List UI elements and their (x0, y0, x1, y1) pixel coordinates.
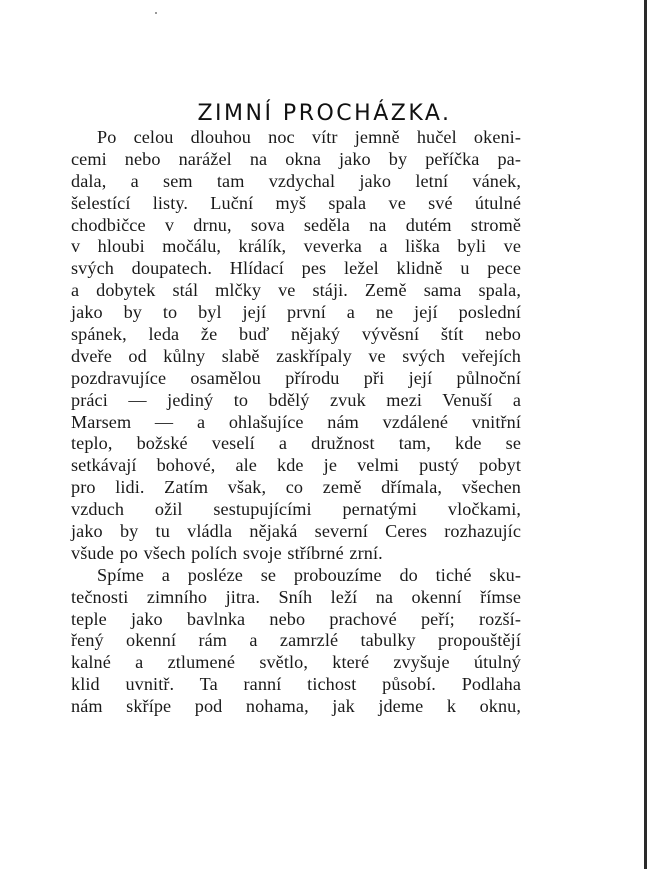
text-line-content: dveře od kůlny slabě zaskřípaly ve svých veřejích (71, 345, 521, 366)
text-line-content: teple jako bavlnka nebo prachové peří; rozší- (71, 608, 521, 629)
text-line (71, 565, 521, 587)
text-line (71, 215, 521, 237)
text-line-content: setkávají bohové, ale kde je velmi pustý pobyt (71, 455, 521, 476)
text-line (71, 302, 521, 324)
text-line-content: Marsem — a ohlašujíce nám vzdálené vnitřní (71, 411, 521, 432)
text-line (71, 346, 521, 368)
text-line-content: nám skřípe pod nohama, jak jdeme k oknu, (71, 696, 521, 717)
text-line-content: šelestící listy. Luční myš spala ve své útulné (71, 192, 521, 213)
text-line-content: svých doupatech. Hlídací pes ležel klidně u pece (71, 258, 521, 279)
text-line-content: všude po všech polích svoje stříbrné zrní. (71, 542, 383, 563)
text-line (71, 609, 521, 631)
text-line-content: pro lidi. Zatím však, co země dřímala, všechen (71, 477, 521, 498)
text-line-content: jako by tu vládla nějaká severní Ceres rozhazujíc (71, 521, 521, 542)
text-line (71, 630, 521, 652)
text-line-content: kalné a ztlumené světlo, které zvyšuje útulný (71, 652, 521, 673)
text-line (71, 477, 521, 499)
text-line-content: v hloubi močálu, králík, veverka a liška byli ve (71, 236, 521, 257)
body-text (71, 127, 521, 718)
text-line (71, 696, 521, 718)
text-line-content: spánek, leda že buď nějaký vývěsní štít nebo (71, 324, 521, 345)
text-line-content: Spíme a posléze se probouzíme do tiché sku- (97, 564, 521, 585)
text-line-content: cemi nebo narážel na okna jako by peříčka pa- (71, 148, 521, 169)
text-line (71, 127, 521, 149)
text-line (71, 236, 521, 258)
text-line (71, 280, 521, 302)
text-line (71, 149, 521, 171)
text-line (71, 390, 521, 412)
scan-speck (155, 12, 157, 14)
text-line (71, 521, 521, 543)
text-line (71, 674, 521, 696)
text-line-content: řený okenní rám a zamrzlé tabulky propouštějí (71, 630, 521, 651)
text-line (71, 258, 521, 280)
text-line (71, 652, 521, 674)
text-line (71, 368, 521, 390)
text-line (71, 171, 521, 193)
scan-border-edge (644, 0, 647, 869)
text-line-content: Po celou dlouhou noc vítr jemně hučel okeni- (97, 127, 521, 147)
text-line (71, 455, 521, 477)
page-title: ZIMNÍ PROCHÁZKA. (197, 100, 452, 126)
text-line-content: teplo, božské veselí a družnost tam, kde se (71, 433, 521, 454)
text-line-content: práci — jediný to bdělý zvuk mezi Venuší a (71, 389, 521, 410)
text-line (71, 587, 521, 609)
text-line (71, 412, 521, 434)
text-line (71, 324, 521, 346)
text-line-content: a dobytek stál mlčky ve stáji. Země sama spala, (71, 280, 521, 301)
text-line (71, 433, 521, 455)
text-line (71, 543, 521, 565)
text-line (71, 193, 521, 215)
text-line-content: dala, a sem tam vzdychal jako letní vánek, (71, 170, 521, 191)
text-line-content: chodbičce v drnu, sova seděla na dutém stromě (71, 214, 521, 235)
text-line-content: klid uvnitř. Ta ranní tichost působí. Podlaha (71, 674, 521, 695)
text-line-content: vzduch ožil sestupujícími pernatými vločkami, (71, 499, 521, 520)
text-line-content: tečnosti zimního jitra. Sníh leží na okenní římse (71, 586, 521, 607)
text-line-content: pozdravujíce osamělou přírodu při její půlnoční (71, 367, 521, 388)
text-line-content: jako by to byl její první a ne její poslední (71, 302, 521, 323)
text-line (71, 499, 521, 521)
